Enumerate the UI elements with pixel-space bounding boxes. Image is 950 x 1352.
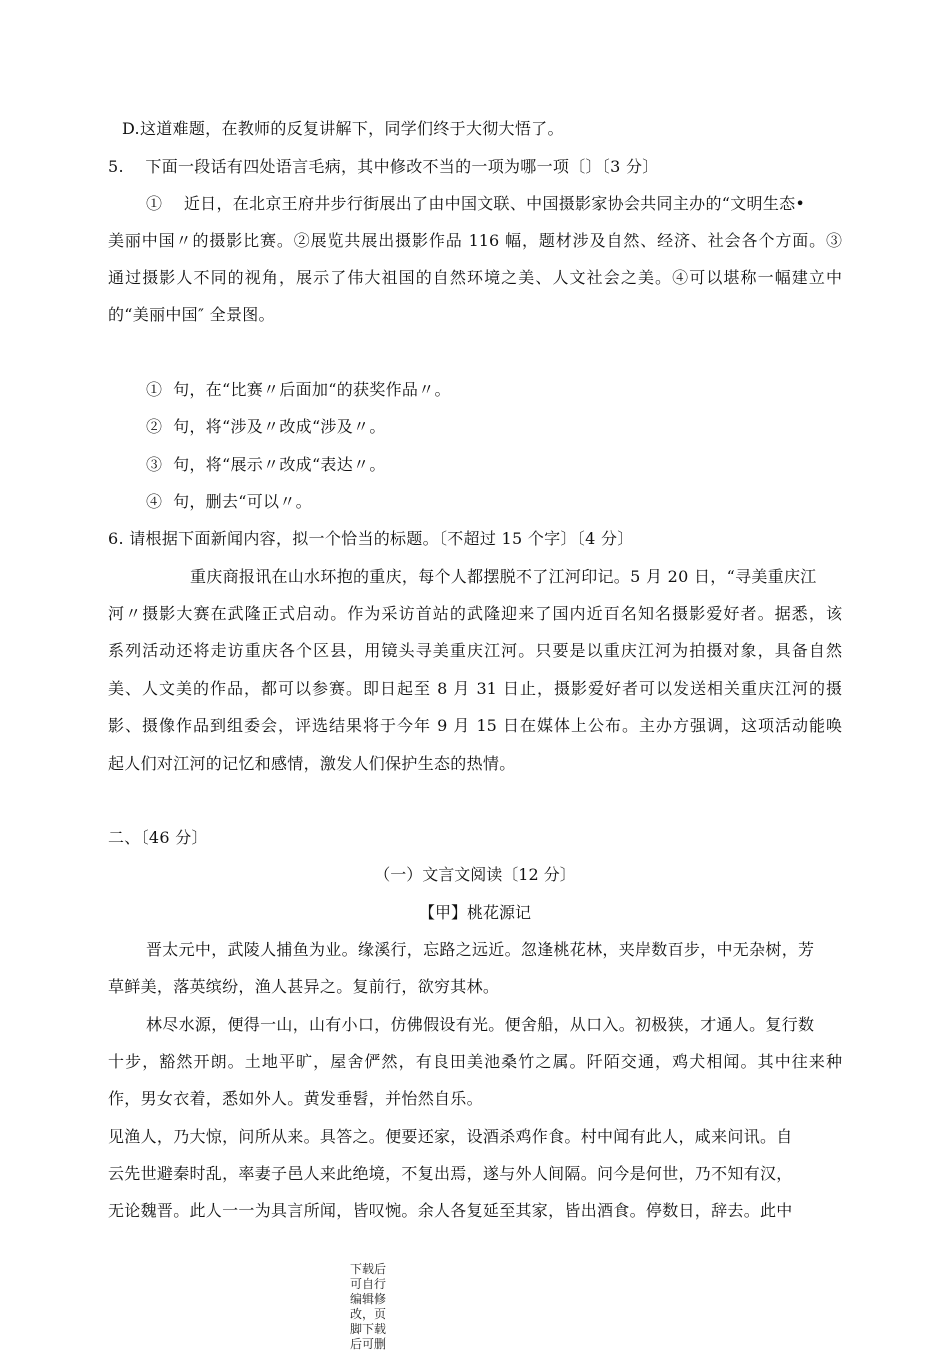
q6-passage-line-5: 影、摄像作品到组委会，评选结果将于今年 9 月 15 日在媒体上公布。主办方强调，这项活动能唤 [108, 716, 842, 735]
q4-option-d: D.这道难题，在教师的反复讲解下，同学们终于大彻大悟了。 [122, 119, 564, 138]
section-heading: 二、〔46 分〕 [108, 828, 208, 847]
q6-passage-line-3: 系列活动还将走访重庆各个区县，用镜头寻美重庆江河。只要是以重庆江河为拍摄对象，具备自然 [108, 641, 842, 660]
q5-passage-line-4: 的“美丽中国″ 全景图。 [108, 305, 275, 324]
para2-line-3: 作，男女衣着，悉如外人。黄发垂髫，并怡然自乐。 [108, 1089, 483, 1108]
para1-line-1: 晋太元中，武陵人捕鱼为业。缘溪行，忘路之远近。忽逢桃花林，夹岸数百步，中无杂树，芳 [146, 940, 815, 959]
q5-option-4: ④ 句，删去“可以〃。 [146, 492, 312, 511]
para3-line-2: 云先世避秦时乱，率妻子邑人来此绝境，不复出焉，遂与外人间隔。问今是何世，乃不知有汉， [108, 1164, 793, 1183]
q5-option-3: ③ 句，将“展示〃改成“表达〃。 [146, 455, 386, 474]
para1-line-2: 草鲜美，落英缤纷，渔人甚异之。复前行，欲穷其林。 [108, 977, 500, 996]
q6-passage-line-4: 美、人文美的作品，都可以参赛。即日起至 8 月 31 日止，摄影爱好者可以发送相关重庆江河的摄 [108, 679, 842, 698]
footer-note: 下载后可自行编辑修改，页脚下载后可删 [350, 1262, 387, 1351]
q5-option-1: ① 句，在“比赛〃后面加“的获奖作品〃。 [146, 380, 451, 399]
q5-prompt: 5. 下面一段话有四处语言毛病，其中修改不当的一项为哪一项〔〕〔3 分〕 [108, 157, 659, 176]
para3-line-3: 无论魏晋。此人一一为具言所闻，皆叹惋。余人各复延至其家，皆出酒食。停数日，辞去。此中 [108, 1201, 793, 1220]
para3-line-1: 见渔人，乃大惊，问所从来。具答之。便要还家，设酒杀鸡作食。村中闻有此人，咸来问讯。自 [108, 1127, 793, 1146]
q6-passage-line-1: 重庆商报讯在山水环抱的重庆，每个人都摆脱不了江河印记。5 月 20 日，“寻美重庆江 [190, 567, 817, 586]
q5-passage-line-3: 通过摄影人不同的视角，展示了伟大祖国的自然环境之美、人文社会之美。④可以堪称一幅建立中 [108, 268, 842, 287]
para2-line-2: 十步，豁然开朗。土地平旷，屋舍俨然，有良田美池桑竹之属。阡陌交通，鸡犬相闻。其中往来种 [108, 1052, 842, 1071]
para2-line-1: 林尽水源，便得一山，山有小口，仿佛假设有光。便舍船，从口入。初极狭，才通人。复行数 [146, 1015, 815, 1034]
q6-passage-line-6: 起人们对江河的记忆和感情，激发人们保护生态的热情。 [108, 754, 516, 773]
q6-prompt: 6. 请根据下面新闻内容，拟一个恰当的标题。〔不超过 15 个字〕〔4 分〕 [108, 529, 634, 548]
q5-passage-line-1: ① 近日，在北京王府井步行街展出了由中国文联、中国摄影家协会共同主办的“文明生态• [146, 194, 806, 213]
subsection-heading: （一）文言文阅读〔12 分〕 [374, 865, 576, 884]
q6-passage-line-2: 河〃摄影大赛在武隆正式启动。作为采访首站的武隆迎来了国内近百名知名摄影爱好者。据悉，该 [108, 604, 842, 623]
q5-passage-line-2: 美丽中国〃的摄影比赛。②展览共展出摄影作品 116 幅，题材涉及自然、经济、社会各个方面。③ [108, 231, 842, 250]
q5-option-2: ② 句，将“涉及〃改成“涉及〃。 [146, 417, 386, 436]
text-title: 【甲】桃花源记 [418, 903, 531, 922]
